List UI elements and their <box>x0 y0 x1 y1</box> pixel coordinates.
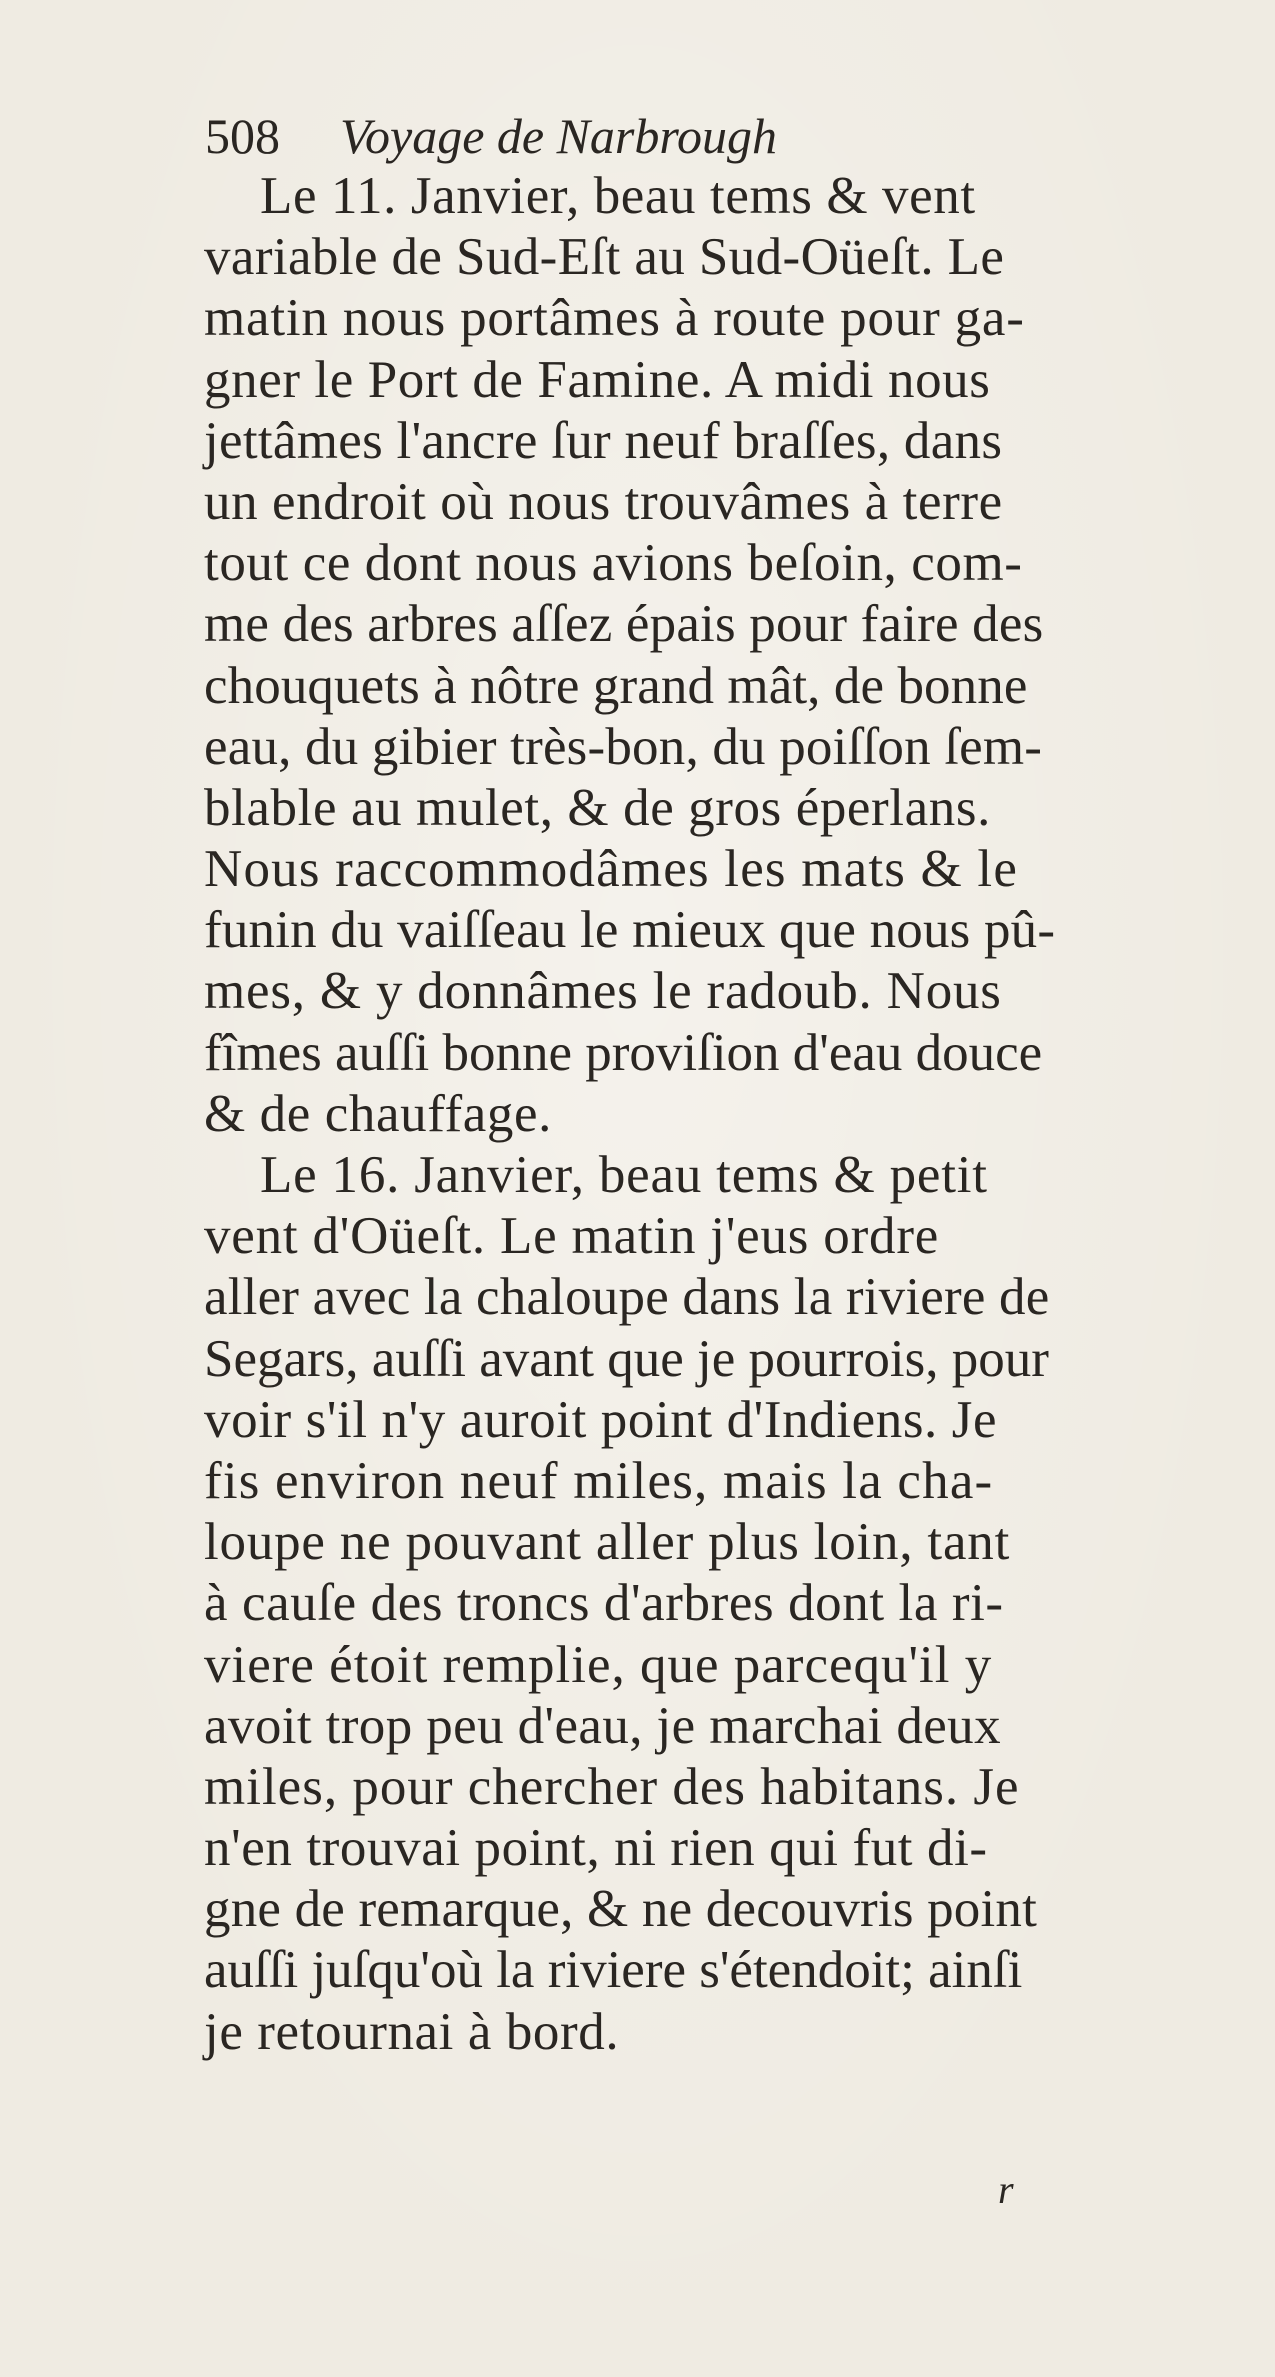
text-line: & de chauffage. <box>204 1084 552 1143</box>
text-line: mes, & y donnâmes le radoub. Nous <box>204 962 1002 1021</box>
page-number: 508 <box>205 108 280 164</box>
text-line: viere étoit remplie, que parcequ'il y <box>204 1635 993 1694</box>
running-title: Voyage de Narbrough <box>340 108 777 164</box>
text-line: me des arbres aſſez épais pour faire des <box>204 595 1044 654</box>
text-line: Nous raccommodâmes les mats & le <box>204 840 1019 899</box>
text-line: Le 11. Janvier, beau tems & vent <box>260 167 976 225</box>
text-line: gne de remarque, & ne decouvris point <box>204 1880 1038 1939</box>
text-line: fîmes auſſi bonne proviſion d'eau douce <box>204 1023 1043 1082</box>
text-line: un endroit où nous trouvâmes à terre <box>204 472 1003 531</box>
text-line: blable au mulet, & de gros éperlans. <box>204 778 991 837</box>
text-line: fis environ neuf miles, mais la cha- <box>204 1451 994 1510</box>
text-line: gner le Port de Famine. A midi nous <box>204 350 991 409</box>
running-head <box>205 104 1105 168</box>
text-line: eau, du gibier très-bon, du poiſſon ſem- <box>204 717 1043 776</box>
text-line: avoit trop peu d'eau, je marchai deux <box>204 1696 1001 1755</box>
text-line: variable de Sud-Eſt au Sud-Oüeſt. Le <box>204 228 1005 287</box>
text-line: loupe ne pouvant aller plus loin, tant <box>204 1513 1011 1572</box>
text-line: voir s'il n'y auroit point d'Indiens. Je <box>204 1390 998 1449</box>
text-line: je retournai à bord. <box>204 2002 620 2061</box>
catchword: r <box>998 2167 1014 2212</box>
text-line: jettâmes l'ancre ſur neuf braſſes, dans <box>204 411 1003 470</box>
text-line: chouquets à nôtre grand mât, de bonne <box>204 656 1028 715</box>
text-line: auſſi juſqu'où la riviere s'étendoit; ainſi <box>204 1941 1023 2000</box>
text-line: n'en trouvai point, ni rien qui fut di- <box>204 1819 988 1878</box>
text-line: miles, pour chercher des habitans. Je <box>204 1757 1020 1816</box>
text-line: à cauſe des troncs d'arbres dont la ri- <box>204 1574 1004 1633</box>
text-line: Le 16. Janvier, beau tems & petit <box>260 1146 988 1204</box>
body-text <box>204 166 1194 2063</box>
text-line: funin du vaiſſeau le mieux que nous pû- <box>204 901 1056 960</box>
text-line: aller avec la chaloupe dans la riviere de <box>204 1268 1050 1327</box>
text-line: vent d'Oüeſt. Le matin j'eus ordre <box>204 1207 940 1266</box>
text-line: matin nous portâmes à route pour ga- <box>204 289 1025 348</box>
text-line: tout ce dont nous avions beſoin, com- <box>204 534 1023 593</box>
text-line: Segars, auſſi avant que je pourrois, pour <box>204 1329 1049 1388</box>
